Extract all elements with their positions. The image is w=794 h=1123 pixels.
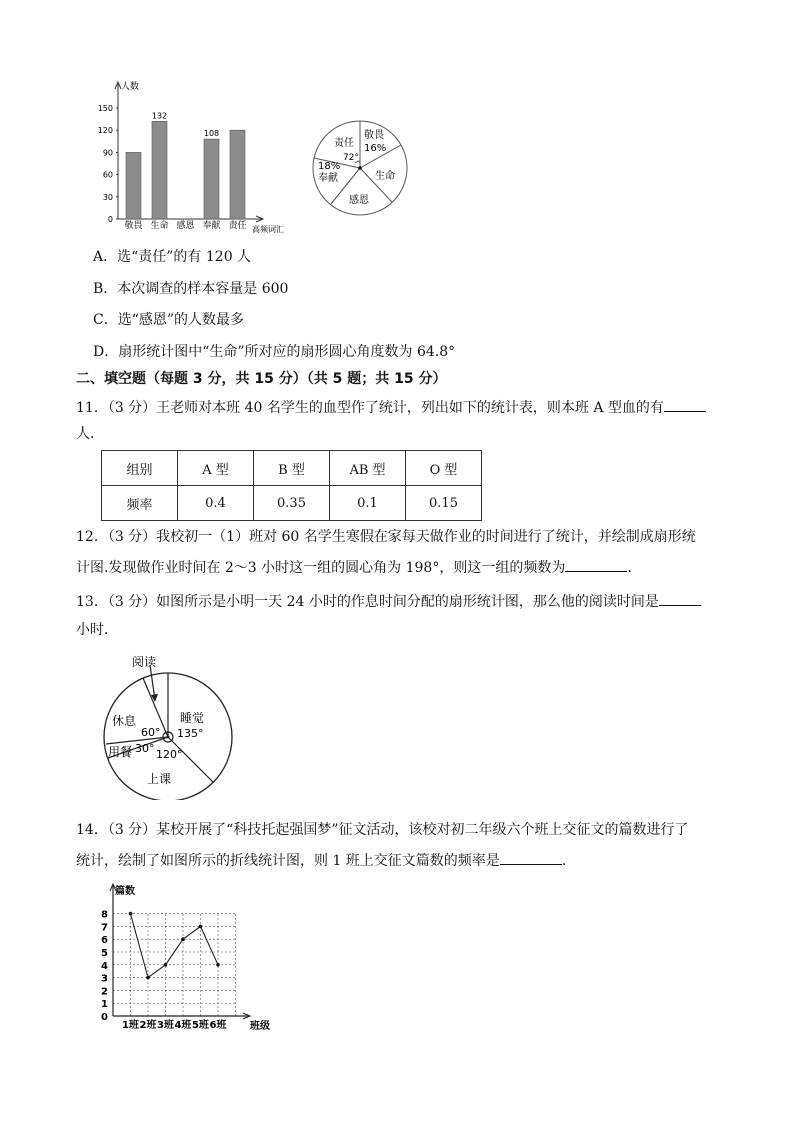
pie-angle-class: 120° [156, 748, 183, 761]
q13-line1 [76, 591, 701, 612]
bar-data-label: 132 [151, 111, 168, 121]
y-tick-label: 2 [101, 986, 108, 998]
data-point [199, 925, 203, 929]
x-axis-label: 高频词汇 [252, 225, 284, 234]
daily-schedule-pie [100, 650, 240, 800]
y-axis-label: 篇数 [115, 886, 135, 897]
x-tick-label: 敬畏 [124, 221, 143, 231]
bar [204, 139, 219, 219]
pie-angle-meal: 30° [135, 742, 155, 755]
q12-text: 计图.发现做作业时间在 2～3 小时这一组的圆心角为 198°，则这一组的频数为 [76, 560, 566, 576]
table-header: O 型 [406, 451, 482, 486]
q14-answer-blank[interactable] [500, 850, 562, 865]
q13-line2: 小时． [76, 622, 118, 638]
option-b: B．本次调查的样本容量是 600 [93, 281, 289, 297]
pie-label-meal: 用餐 [108, 745, 133, 759]
y-tick-label: 30 [102, 192, 113, 202]
table-cell: 0.35 [254, 486, 330, 521]
pie-label-rest: 休息 [112, 714, 137, 728]
option-c: C．选“感恩”的人数最多 [93, 312, 245, 328]
data-point [129, 912, 133, 916]
pie-label-shengming: 生命 [375, 171, 395, 182]
x-tick-label: 3班 [157, 1020, 174, 1031]
q11-line2: 人． [76, 426, 104, 442]
q14-text: 统计，绘制了如图所示的折线统计图，则 1 班上交征文篇数的频率是 [76, 853, 500, 869]
y-tick-label: 7 [101, 922, 108, 934]
pie-label-jingwei: 敬畏 [364, 130, 384, 141]
bar-chart [90, 76, 300, 236]
q14-line2 [76, 850, 566, 871]
x-tick-label: 责任 [228, 221, 247, 231]
word-pie-chart [308, 118, 412, 218]
data-point [181, 937, 185, 941]
bar [230, 130, 245, 219]
blood-type-table [101, 450, 482, 521]
section-title: 二、填空题（每题 3 分，共 15 分）（共 5 题；共 15 分） [76, 371, 447, 387]
bar-data-label: 108 [203, 129, 220, 139]
pie-label-reading: 阅读 [132, 655, 157, 669]
y-tick-label: 4 [101, 960, 108, 972]
bar [126, 152, 141, 219]
pie-angle-rest: 60° [141, 726, 161, 739]
x-tick-label: 4班 [174, 1020, 192, 1031]
x-tick-label: 6班 [209, 1020, 227, 1031]
q12-line1: 12．（3 分）我校初一（1）班对 60 名学生寒假在家每天做作业的时间进行了统计，并绘制成扇形统 [76, 529, 696, 545]
pie-label-class: 上课 [147, 772, 172, 786]
table-cell: 0.1 [330, 486, 406, 521]
y-tick-label: 6 [101, 935, 108, 947]
y-tick-label: 1 [101, 999, 108, 1011]
y-axis-label: 人数 [121, 82, 140, 92]
pie-label-ganen: 感恩 [349, 195, 369, 206]
y-tick-label: 5 [101, 948, 108, 959]
pie-label-fengxian: 奉献 [318, 173, 338, 184]
pie-angle-label: 72° [343, 153, 359, 163]
y-tick-label: 60 [102, 170, 113, 180]
y-tick-label: 150 [97, 104, 113, 113]
q12-end: . [627, 560, 632, 576]
pie-percent-jingwei: 16% [364, 143, 387, 154]
data-point [164, 963, 168, 967]
y-tick-label: 3 [101, 973, 108, 985]
q14-end: . [561, 853, 567, 869]
x-tick-label: 生命 [150, 221, 169, 231]
x-tick-label: 感恩 [176, 221, 195, 231]
pie-label-sleep: 睡觉 [180, 711, 205, 725]
table-header: A 型 [178, 451, 254, 486]
y-tick-label: 120 [97, 126, 113, 136]
q12-line2 [76, 557, 632, 578]
q13-text: 13．（3 分）如图所示是小明一天 24 小时的作息时间分配的扇形统计图，那么他的阅读时间是 [76, 594, 659, 610]
table-header-row [102, 451, 482, 486]
x-tick-label: 1班 [122, 1020, 139, 1031]
q14-line1: 14．（3 分）某校开展了“科技托起强国梦”征文活动，该校对初二年级六个班上交征文的篇数进行了 [76, 822, 689, 838]
pie-angle-sleep: 135° [177, 727, 204, 740]
x-tick-label: 2班 [139, 1020, 157, 1031]
bar [152, 121, 167, 219]
table-header: 组别 [102, 451, 178, 486]
y-tick-label: 8 [101, 909, 108, 921]
table-cell: 频率 [102, 486, 178, 521]
series-line [131, 914, 219, 978]
x-tick-label: 奉献 [202, 221, 221, 231]
table-header: B 型 [254, 451, 330, 486]
y-tick-label: 0 [107, 215, 113, 224]
q11-answer-blank[interactable] [664, 397, 706, 412]
table-cell: 0.4 [178, 486, 254, 521]
option-d: D．扇形统计图中“生命”所对应的扇形圆心角度数为 64.8° [93, 344, 456, 360]
x-tick-label: 5班 [192, 1020, 209, 1031]
data-point [146, 976, 150, 980]
data-point [216, 963, 220, 967]
essay-line-chart [92, 880, 282, 1032]
option-a: A．选“责任”的有 120 人 [93, 249, 252, 265]
table-cell: 0.15 [406, 486, 482, 521]
x-axis-label: 班级 [250, 1021, 270, 1032]
q11-line1 [76, 397, 706, 418]
q11-text: 11．（3 分）王老师对本班 40 名学生的血型作了统计，列出如下的统计表，则本班 A 型血的有 [76, 400, 664, 416]
table-row [102, 486, 482, 521]
y-tick-label: 90 [102, 148, 113, 158]
q12-answer-blank[interactable] [565, 557, 627, 572]
table-header: AB 型 [330, 451, 406, 486]
pie-percent-fengxian: 18% [318, 161, 341, 172]
pie-label-zeren: 责任 [334, 138, 354, 149]
q13-answer-blank[interactable] [659, 591, 701, 606]
y-tick-label: 0 [101, 1012, 108, 1023]
